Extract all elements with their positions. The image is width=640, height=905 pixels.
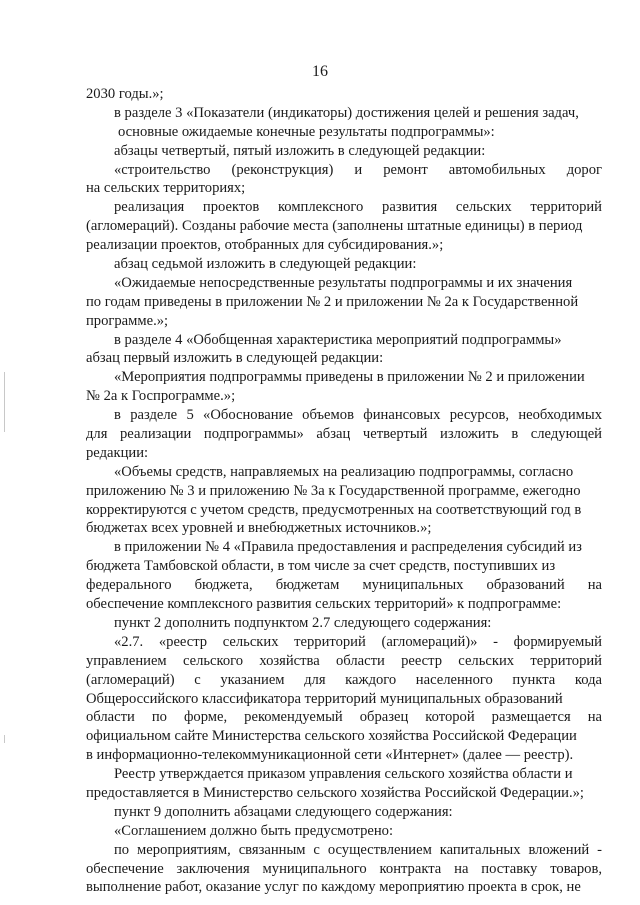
- text-line: реализация проектов комплексного развития сельских территорий: [114, 199, 602, 216]
- text-line: в разделе 4 «Обобщенная характеристика мероприятий подпрограммы»: [114, 331, 562, 348]
- text-line: управлением сельского хозяйства области реестр сельских территорий: [86, 652, 602, 669]
- text-line: «2.7. «реестр сельских территорий (агломераций)» - формируемый: [114, 633, 602, 650]
- text-line: абзац первый изложить в следующей редакции:: [86, 350, 384, 367]
- text-line: официальном сайте Министерства сельского хозяйства Российской Федерации: [86, 728, 577, 745]
- text-line: по годам приведены в приложении № 2 и приложении № 2а к Государственной: [86, 293, 579, 310]
- text-line: пункт 2 дополнить подпунктом 2.7 следующего содержания:: [114, 614, 492, 631]
- text-line: приложению № 3 и приложению № 3а к Государственной программе, ежегодно: [86, 482, 581, 499]
- text-line: для реализации подпрограммы» абзац четвертый изложить в следующей: [86, 426, 602, 443]
- text-line: «Мероприятия подпрограммы приведены в приложении № 2 и приложении: [114, 369, 585, 386]
- text-line: (агломераций) с указанием для каждого населенного пункта кода: [86, 671, 602, 688]
- text-line: № 2а к Госпрограмме.»;: [86, 388, 236, 405]
- text-line: «Соглашением должно быть предусмотрено:: [114, 822, 394, 839]
- text-line: абзацы четвертый, пятый изложить в следующей редакции:: [114, 142, 486, 159]
- text-line: обеспечение заключения муниципального контракта на поставку товаров,: [86, 860, 602, 877]
- page-number: 16: [312, 63, 328, 80]
- text-line: на сельских территориях;: [86, 180, 246, 197]
- text-line: области по форме, рекомендуемый образец которой размещается на: [86, 709, 602, 726]
- text-line: Общероссийского классификатора территорий муниципальных образований: [86, 690, 563, 707]
- text-line: в разделе 3 «Показатели (индикаторы) достижения целей и решения задач,: [114, 104, 579, 121]
- text-line: бюджетах всех уровней и внебюджетных источников.»;: [86, 520, 432, 537]
- text-line: Реестр утверждается приказом управления сельского хозяйства области и: [114, 766, 573, 783]
- text-line: «Объемы средств, направляемых на реализацию подпрограммы, согласно: [114, 463, 574, 480]
- text-line: программе.»;: [86, 312, 169, 329]
- text-line: в разделе 5 «Обоснование объемов финансовых ресурсов, необходимых: [114, 407, 602, 424]
- text-line: «строительство (реконструкция) и ремонт автомобильных дорог: [114, 161, 602, 178]
- text-line: пункт 9 дополнить абзацами следующего содержания:: [114, 803, 453, 820]
- text-line: абзац седьмой изложить в следующей редакции:: [114, 256, 417, 273]
- binding-margin-mark: [4, 735, 5, 743]
- text-line: корректируются с учетом средств, предусмотренных на соответствующий год в: [86, 501, 582, 518]
- text-line: бюджета Тамбовской области, в том числе за счет средств, поступивших из: [86, 558, 556, 575]
- text-line: в приложении № 4 «Правила предоставления и распределения субсидий из: [114, 539, 582, 556]
- text-line: федерального бюджета, бюджетам муниципальных образований на: [86, 577, 602, 594]
- text-line: обеспечение комплексного развития сельских территорий» к подпрограмме:: [86, 596, 562, 613]
- text-line: (агломераций). Созданы рабочие места (заполнены штатные единицы) в период: [86, 218, 583, 235]
- text-line: «Ожидаемые непосредственные результаты подпрограммы и их значения: [114, 274, 573, 291]
- text-line: редакции:: [86, 444, 149, 461]
- text-line: предоставляется в Министерство сельского хозяйства Российской Федерации.»;: [86, 784, 584, 801]
- text-line: выполнение работ, оказание услуг по каждому мероприятию проекта в срок, не: [86, 879, 581, 896]
- document-body: [86, 85, 602, 897]
- text-line: реализации проектов, отобранных для субсидирования.»;: [86, 237, 444, 254]
- text-line: по мероприятиям, связанным с осуществлением капитальных вложений -: [114, 841, 602, 858]
- binding-margin-mark: [4, 372, 5, 432]
- text-line: основные ожидаемые конечные результаты подпрограммы»:: [118, 123, 495, 140]
- text-line: 2030 годы.»;: [86, 86, 164, 102]
- text-line: в информационно-телекоммуникационной сети «Интернет» (далее — реестр).: [86, 747, 574, 764]
